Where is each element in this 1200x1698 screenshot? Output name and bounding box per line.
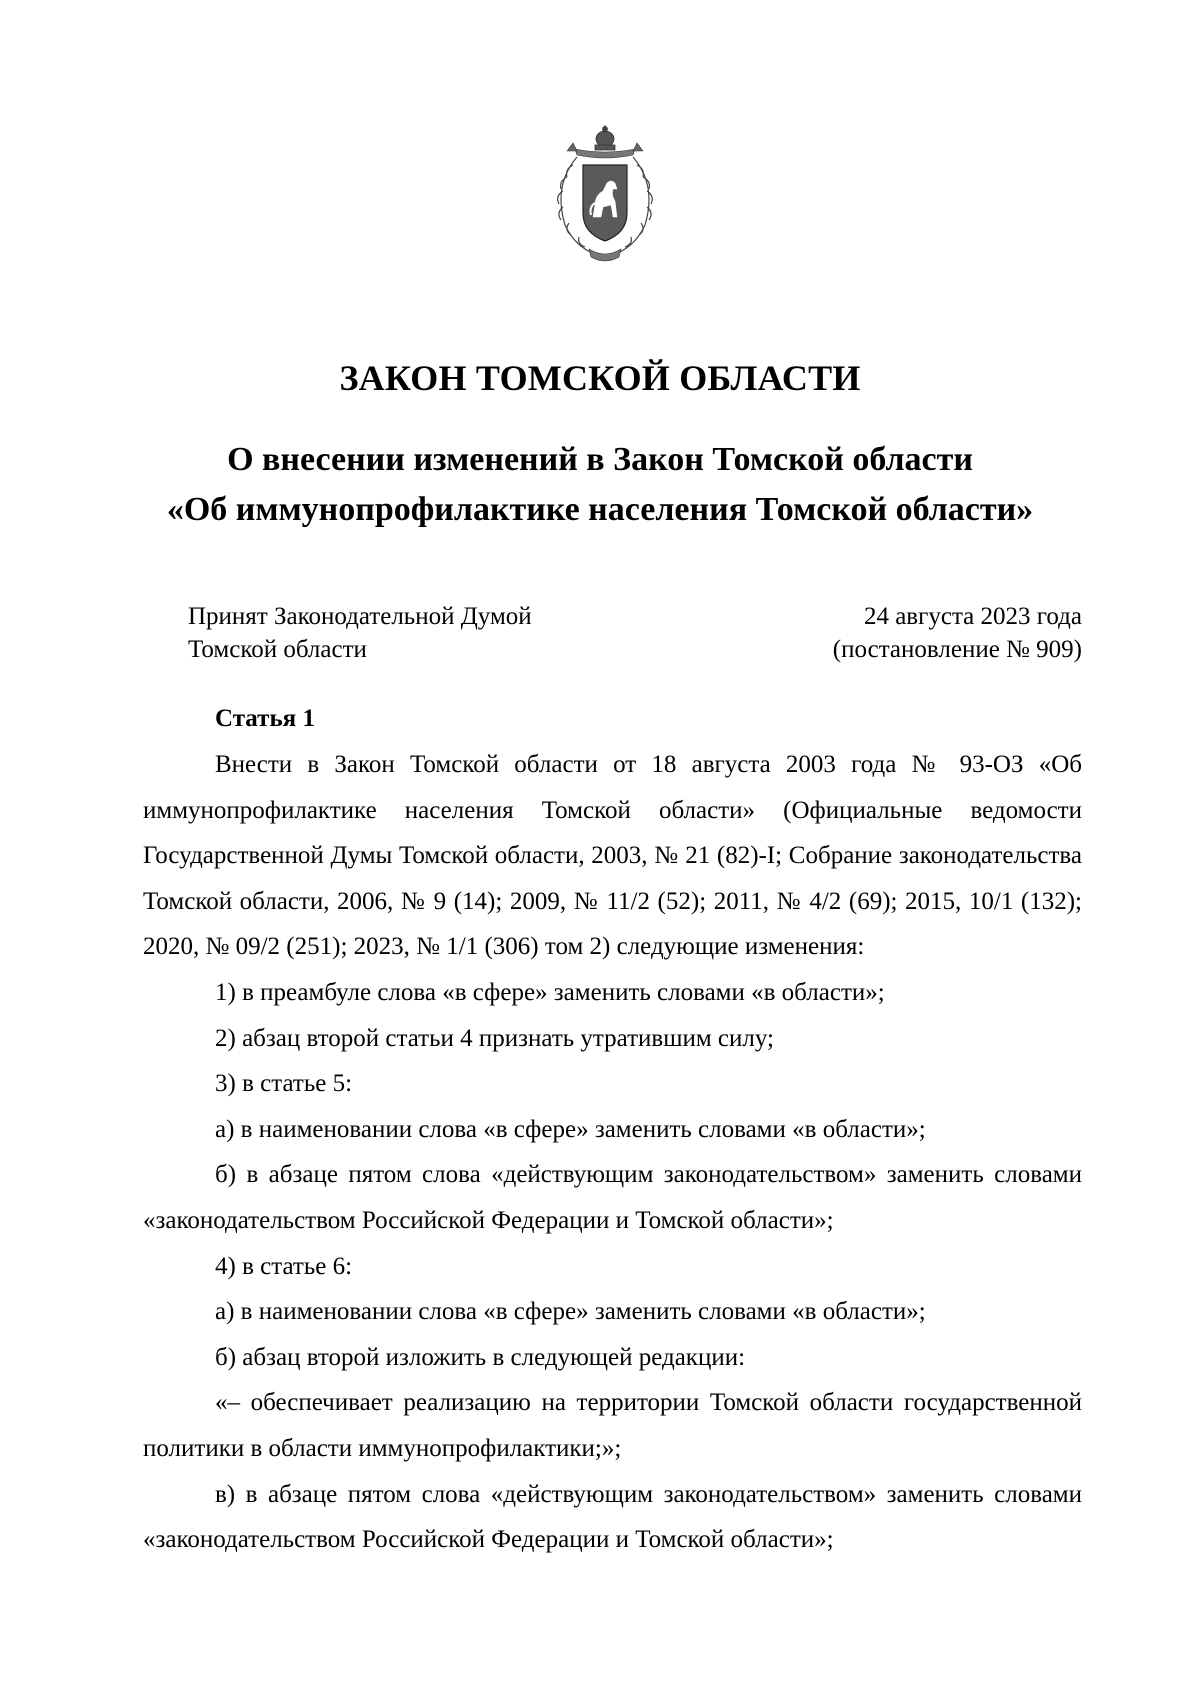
adoption-date (833, 600, 1082, 666)
paragraph-item: 2) абзац второй статьи 4 признать утратившим силу; (215, 1024, 774, 1052)
paragraph-item: а) в наименовании слова «в сфере» заменить словами «в области»; (215, 1298, 926, 1326)
coat-of-arms-icon (545, 125, 665, 265)
document-title: ЗАКОН ТОМСКОЙ ОБЛАСТИ (339, 358, 861, 398)
document-subtitle (0, 435, 1200, 535)
subtitle-line-1: О внесении изменений в Закон Томской области (227, 441, 973, 478)
subtitle-line-2: «Об иммунопрофилактике населения Томской области» (166, 491, 1034, 528)
paragraph-item: б) абзац второй изложить в следующей редакции: (215, 1343, 746, 1371)
adoption-resolution-number: (постановление № 909) (832, 636, 1082, 663)
paragraph-item: 1) в преамбуле слова «в сфере» заменить словами «в области»; (215, 978, 885, 1006)
paragraph-item: в) в абзаце пятом слова «действующим законодательством» заменить словами «законодательством Российской Федерации и Томской области»; (143, 1480, 1082, 1554)
paragraph-intro: Внести в Закон Томской области от 18 августа 2003 года № 93-ОЗ «Об иммунопрофилактике населения Томской области» (Официальные ведомости Государственной Думы Томской области, 2003, № 21 (82)-I; Собрание законодательства Томской области, 2006, № 9 (14); 2009, № 11/2 (52); 2011, № 4/2 (69); 2015, 10/1 (132); 2020, № 09/2 (251); 2023, № 1/1 (306) том 2) следующие изменения: (143, 751, 1082, 961)
adoption-authority (188, 600, 532, 666)
adoption-authority-line-2: Томской области (188, 636, 367, 663)
article-body (143, 742, 1082, 1563)
adoption-authority-line-1: Принят Законодательной Думой (188, 603, 532, 630)
paragraph-item: б) в абзаце пятом слова «действующим законодательством» заменить словами «законодательством Российской Федерации и Томской области»; (143, 1161, 1082, 1234)
article-heading: Статья 1 (215, 705, 315, 732)
adoption-date-line-1: 24 августа 2023 года (863, 603, 1082, 630)
paragraph-item: «– обеспечивает реализацию на территории Томской области государственной политики в области иммунопрофилактики;»; (143, 1389, 1082, 1462)
paragraph-item: 4) в статье 6: (215, 1252, 353, 1280)
paragraph-item: а) в наименовании слова «в сфере» заменить словами «в области»; (215, 1115, 926, 1143)
paragraph-item: 3) в статье 5: (215, 1070, 353, 1098)
